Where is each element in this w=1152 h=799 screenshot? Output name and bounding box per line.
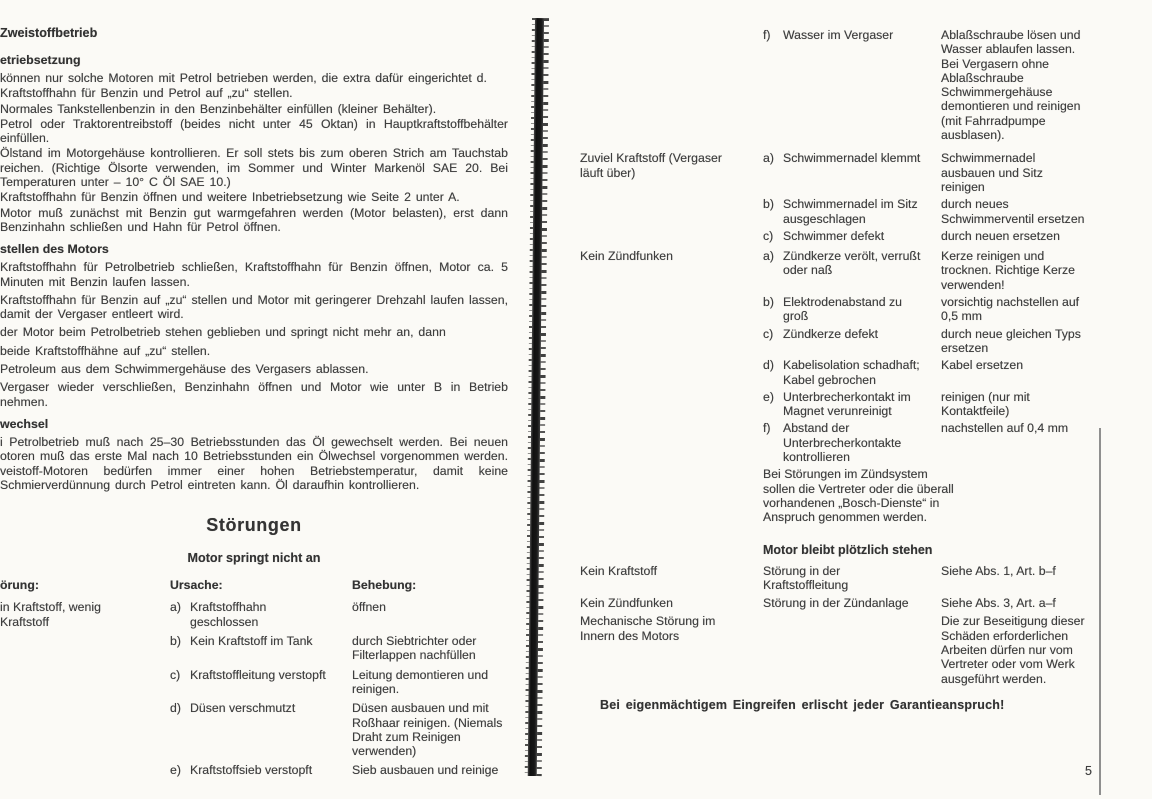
fault-cell — [0, 763, 170, 777]
body-paragraph: Petrol oder Traktorentreibstoff (beides nicht unter 45 Oktan) in Hauptkraftstoffbehälter einfüllen. — [0, 116, 508, 146]
warranty-warning: Bei eigenmächtigem Eingreifen erlischt jeder Garantieanspruch! — [600, 697, 1005, 712]
cause-text: Kraftstoffsieb verstopft — [190, 763, 313, 778]
remedy-cell: durch neues Schwimmerventil ersetzen — [941, 197, 1085, 226]
cause-cell — [763, 327, 941, 356]
body-paragraph: können nur solche Motoren mit Petrol betrieben werden, die extra dafür eingerichtet d. — [0, 71, 487, 85]
remedy-cell: durch neue gleichen Typs ersetzen — [941, 326, 1081, 355]
cause-text: Zündkerze verölt, verrußt oder naß — [783, 249, 921, 278]
cause-cell — [763, 295, 941, 324]
header-stoerung: örung: — [0, 578, 39, 593]
fault-cell — [0, 701, 170, 758]
table-row — [0, 634, 508, 663]
cause-cell — [170, 701, 352, 758]
cause-cell — [170, 634, 352, 663]
remedy-cell: Kerze reinigen und trocknen. Richtige Kerze verwenden! — [941, 249, 1075, 292]
section-heading: wechsel — [0, 416, 49, 431]
table-row — [580, 249, 1092, 292]
cause-cell — [763, 229, 941, 243]
remedy-cell: Siehe Abs. 1, Art. b–f — [941, 563, 1056, 578]
remedy-cell: durch neuen ersetzen — [941, 228, 1060, 243]
table-row — [580, 358, 1092, 387]
cause-cell — [763, 197, 941, 226]
body-paragraph: Kraftstoffhahn für Benzin auf „zu“ stellen und Motor mit geringerer Drehzahl laufen lassen, damit der Vergaser entleert wird. — [0, 292, 508, 322]
subtable-heading: Motor bleibt plötzlich stehen — [763, 542, 933, 557]
section-inbetriebsetzung — [0, 53, 508, 234]
table-row — [580, 614, 1092, 685]
table-row — [580, 564, 1092, 593]
cause-text: Kraftstoffleitung verstopft — [190, 667, 326, 682]
item-marker: b) — [763, 295, 774, 310]
cause-cell — [170, 763, 352, 777]
item-marker: c) — [763, 326, 774, 341]
remedy-cell: Schwimmernadel ausbauen und Sitz reinigen — [941, 151, 1043, 194]
page-title: Zweistoffbetrieb — [0, 26, 98, 40]
item-marker: c) — [170, 667, 181, 682]
body-paragraph: Vergaser wieder verschließen, Benzinhahn öffnen und Motor wie unter B in Betrieb nehmen. — [0, 380, 508, 409]
section-heading: etriebsetzung — [0, 53, 81, 67]
item-marker: b) — [170, 634, 181, 649]
fault-cell — [0, 668, 170, 697]
item-marker: f) — [763, 28, 771, 42]
cause-cell: Störung in der Kraftstoffleitung — [763, 563, 849, 592]
cause-cell — [170, 600, 352, 629]
cause-cell — [763, 151, 941, 194]
item-marker: e) — [763, 389, 774, 404]
cause-text: Wasser im Vergaser — [783, 28, 894, 42]
fault-cell — [580, 358, 763, 387]
fault-cell: Mechanische Störung im Innern des Motors — [580, 614, 716, 643]
body-paragraph: i Petrolbetrieb muß nach 25–30 Betriebsstunden das Öl gewechselt werden. Bei neuen otoren muß das erste Mal nach 10 Betriebsstunden ein Ölwechsel vorgenommen werden. veistoff-Motoren bedürfen immer einer hohen Betriebstemperatur, damit keine Schmierverdünnung durch Petrol eintreten kann. Öl daraufhin kontrollieren. — [0, 434, 508, 492]
body-paragraph: beide Kraftstoffhähne auf „zu“ stellen. — [0, 343, 211, 358]
fault-cell — [580, 197, 763, 226]
cause-cell — [763, 358, 941, 387]
cause-text: Abstand der Unterbrecherkontakte kontrollieren — [783, 421, 902, 465]
fault-cell: Kein Kraftstoff — [580, 563, 658, 578]
table-row — [0, 763, 508, 777]
body-paragraph: Ölstand im Motorgehäuse kontrollieren. Er soll stets bis zum oberen Strich am Tauchstab reichen. (Richtige Ölsorte verwenden, im Sommer und Winter Markenöl SAE 20. Bei Temperaturen unter – 10° C Öl SAE 10.) — [0, 146, 508, 190]
item-marker: d) — [763, 358, 774, 373]
fault-cell — [580, 327, 763, 356]
table-row — [0, 600, 508, 629]
right-page — [580, 24, 1092, 712]
cause-cell — [763, 390, 941, 419]
cause-text: Unterbrecherkontakt im Magnet verunreinigt — [783, 389, 911, 419]
fault-cell: Kein Zündfunken — [580, 249, 673, 264]
cause-text: Kabelisolation schadhaft; Kabel gebrochen — [783, 358, 920, 387]
fault-cell — [0, 634, 170, 663]
item-marker: a) — [763, 151, 774, 166]
table-row — [580, 28, 1092, 142]
table-row — [580, 229, 1092, 243]
fault-cell — [580, 229, 763, 243]
fault-cell: Zuviel Kraftstoff (Vergaser läuft über) — [580, 151, 722, 180]
cause-text: Elektrodenabstand zu groß — [783, 295, 902, 324]
item-marker: a) — [763, 249, 774, 264]
table-row — [580, 421, 1092, 464]
cause-text: Schwimmernadel im Sitz ausgeschlagen — [783, 197, 918, 226]
body-paragraph: Normales Tankstellenbenzin in den Benzinbehälter einfüllen (kleiner Behälter). — [0, 101, 437, 116]
remedy-cell: reinigen (nur mit Kontaktfeile) — [941, 389, 1030, 419]
header-behebung: Behebung: — [352, 578, 417, 593]
table-row — [580, 197, 1092, 226]
body-paragraph: Petroleum aus dem Schwimmergehäuse des Vergasers ablassen. — [0, 362, 369, 377]
cause-cell — [763, 28, 941, 142]
table-row — [580, 151, 1092, 194]
page-number: 5 — [1085, 764, 1092, 778]
section-oelwechsel — [0, 417, 508, 492]
section-heading: stellen des Motors — [0, 242, 109, 257]
item-marker: d) — [170, 701, 181, 716]
table-heading: Motor springt nicht an — [187, 551, 321, 566]
remedy-cell: Leitung demontieren und reinigen. — [352, 667, 489, 696]
cause-cell — [763, 249, 941, 292]
table-row — [580, 327, 1092, 356]
remedy-cell: öffnen — [352, 600, 386, 615]
page-edge-line — [1099, 428, 1101, 795]
item-marker: b) — [763, 197, 774, 212]
body-paragraph: Motor muß zunächst mit Benzin gut warmgefahren werden (Motor belasten), erst dann Benzinhahn schließen und Hahn für Petrol öffnen. — [0, 205, 508, 234]
cause-cell: Störung in der Zündanlage — [763, 596, 909, 611]
remedy-cell: Düsen ausbauen und mit Roßhaar reinigen. (Niemals Draht zum Reinigen verwenden) — [352, 701, 503, 759]
body-paragraph: Kraftstoffhahn für Petrolbetrieb schließen, Kraftstoffhahn für Benzin öffnen, Motor ca. 5 Minuten mit Benzin laufen lassen. — [0, 260, 508, 289]
cause-cell — [763, 614, 941, 685]
left-page — [0, 26, 508, 783]
cause-text: Schwimmer defekt — [783, 228, 885, 243]
remedy-cell: Ablaßschraube lösen und Wasser ablaufen lassen. Bei Vergasern ohne Ablaßschraube Schwimmergehäuse demontieren und reinigen (mit Fahrradpumpe ausblasen). — [941, 28, 1081, 143]
table-header-row — [0, 578, 508, 592]
cause-cell — [170, 668, 352, 697]
section-abstellen — [0, 242, 508, 409]
remedy-cell: Sieb ausbauen und reinige — [352, 763, 499, 778]
cause-text: Schwimmernadel klemmt — [783, 151, 921, 166]
table-row — [0, 701, 508, 758]
book-binding-shadow — [528, 18, 544, 776]
item-marker: c) — [763, 228, 774, 243]
cause-cell — [763, 421, 941, 464]
remedy-cell: durch Siebtrichter oder Filterlappen nachfüllen — [352, 634, 477, 663]
body-paragraph: der Motor beim Petrolbetrieb stehen geblieben und springt nicht mehr an, dann — [0, 325, 446, 340]
remedy-cell: nachstellen auf 0,4 mm — [941, 421, 1069, 436]
service-note: Bei Störungen im Zündsystem sollen die Vertreter oder die überall vorhandenen „Bosch-Dienste“ in Anspruch genommen werden. — [763, 467, 954, 525]
remedy-cell: Kabel ersetzen — [941, 358, 1024, 373]
remedy-cell: Siehe Abs. 3, Art. a–f — [941, 596, 1056, 611]
table-row — [580, 596, 1092, 610]
cause-text: Düsen verschmutzt — [190, 701, 296, 716]
remedy-cell: Die zur Beseitigung dieser Schäden erforderlichen Arbeiten dürfen nur vom Vertreter oder vom Werk ausgeführt werden. — [941, 614, 1085, 686]
item-marker: e) — [170, 763, 181, 778]
item-marker: f) — [763, 421, 771, 436]
table-row — [580, 295, 1092, 324]
cause-text: Zündkerze defekt — [783, 326, 879, 341]
item-marker: a) — [170, 600, 181, 615]
fault-cell — [580, 295, 763, 324]
fault-cell — [580, 421, 763, 464]
stoerungen-heading: Störungen — [206, 515, 302, 536]
body-paragraph: Kraftstoffhahn für Benzin und Petrol auf „zu“ stellen. — [0, 86, 293, 101]
body-paragraph: Kraftstoffhahn für Benzin öffnen und weitere Inbetriebsetzung wie Seite 2 unter A. — [0, 190, 460, 205]
cause-text: Kraftstoffhahn geschlossen — [190, 600, 267, 629]
remedy-cell: vorsichtig nachstellen auf 0,5 mm — [941, 295, 1080, 324]
fault-cell: in Kraftstoff, wenig Kraftstoff — [0, 600, 101, 629]
table-row — [580, 390, 1092, 419]
fault-cell — [580, 28, 763, 142]
cause-text: Kein Kraftstoff im Tank — [190, 634, 313, 649]
table-row — [0, 668, 508, 697]
header-ursache: Ursache: — [170, 578, 223, 593]
fault-cell — [580, 390, 763, 419]
fault-cell: Kein Zündfunken — [580, 596, 673, 611]
